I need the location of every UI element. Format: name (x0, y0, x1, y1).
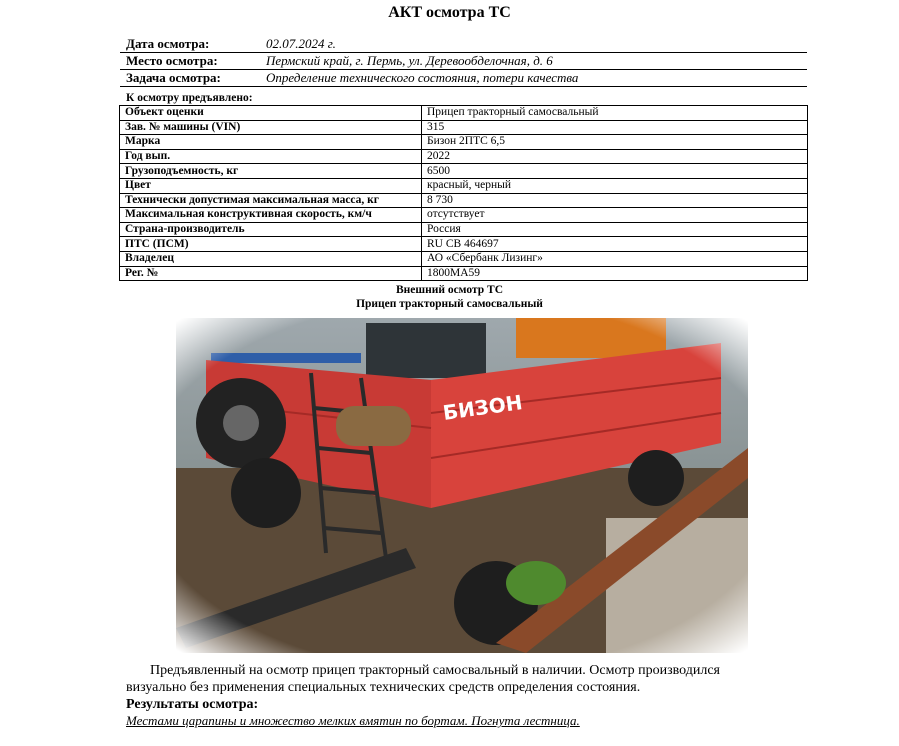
vehicle-spec-table (119, 105, 808, 281)
meta-row-task (120, 70, 807, 87)
presented-label: К осмотру предъявлено: (126, 92, 253, 104)
table-row (120, 208, 808, 223)
spec-key: Зав. № машины (VIN) (120, 120, 422, 135)
table-row (120, 237, 808, 252)
table-row (120, 164, 808, 179)
spec-value: Россия (422, 222, 808, 237)
meta-label: Задача осмотра: (126, 70, 221, 85)
spec-value: 1800МА59 (422, 266, 808, 281)
description-paragraph: Предъявленный на осмотр прицеп тракторный самосвальный в наличии. Осмотр производился визуально без применения специальных технических средств определения состояния. (126, 663, 720, 695)
table-row (120, 266, 808, 281)
table-row (120, 178, 808, 193)
spec-key: Технически допустимая максимальная масса, кг (120, 193, 422, 208)
spec-key: Год вып. (120, 149, 422, 164)
meta-row-place (120, 53, 807, 70)
spec-value: отсутствует (422, 208, 808, 223)
table-row (120, 149, 808, 164)
spec-key: Страна-производитель (120, 222, 422, 237)
table-row (120, 222, 808, 237)
meta-label: Место осмотра: (126, 53, 218, 68)
table-row (120, 135, 808, 150)
meta-value: Определение технического состояния, потери качества (266, 70, 579, 85)
spec-value: Прицеп тракторный самосвальный (422, 106, 808, 121)
spec-key: Владелец (120, 251, 422, 266)
photo-vignette (176, 318, 748, 653)
spec-key: Цвет (120, 178, 422, 193)
results-heading: Результаты осмотра: (126, 697, 259, 712)
spec-value: красный, черный (422, 178, 808, 193)
spec-key: Марка (120, 135, 422, 150)
meta-value: 02.07.2024 г. (266, 36, 336, 51)
spec-key: Грузоподъемность, кг (120, 164, 422, 179)
spec-value: 6500 (422, 164, 808, 179)
table-row (120, 251, 808, 266)
results-text: Местами царапины и множество мелких вмятин по бортам. Погнута лестница. (126, 713, 580, 728)
spec-value: RU CB 464697 (422, 237, 808, 252)
meta-value: Пермский край, г. Пермь, ул. Деревообделочная, д. 6 (266, 53, 553, 68)
spec-key: ПТС (ПСМ) (120, 237, 422, 252)
table-row (120, 120, 808, 135)
section-subtitle: Прицеп тракторный самосвальный (356, 298, 543, 310)
table-row (120, 106, 808, 121)
table-row (120, 193, 808, 208)
spec-key: Рег. № (120, 266, 422, 281)
trailer-photo (176, 318, 748, 653)
document-title: АКТ осмотра ТС (388, 4, 511, 21)
meta-label: Дата осмотра: (126, 36, 210, 51)
meta-row-date (120, 36, 807, 53)
spec-value: Бизон 2ПТС 6,5 (422, 135, 808, 150)
spec-value: 315 (422, 120, 808, 135)
inspection-meta (120, 36, 807, 87)
spec-value: 8 730 (422, 193, 808, 208)
spec-key: Максимальная конструктивная скорость, км/ч (120, 208, 422, 223)
section-title: Внешний осмотр ТС (395, 284, 504, 296)
spec-value: АО «Сбербанк Лизинг» (422, 251, 808, 266)
spec-key: Объект оценки (120, 106, 422, 121)
spec-value: 2022 (422, 149, 808, 164)
